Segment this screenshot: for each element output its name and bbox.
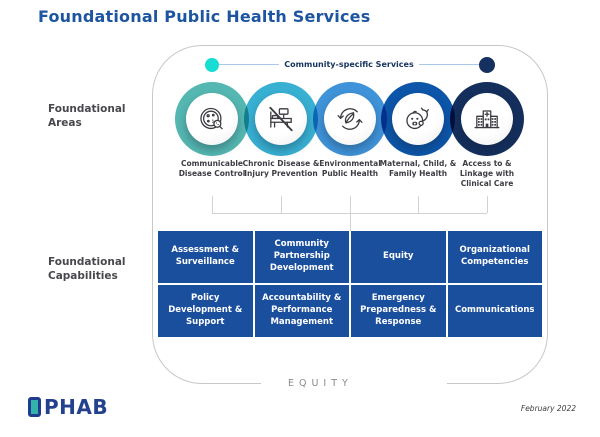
capability-organizational: Organizational Competencies bbox=[448, 231, 543, 283]
banner-line-right bbox=[419, 64, 479, 65]
capabilities-grid bbox=[158, 231, 542, 337]
icon-ball bbox=[324, 93, 376, 145]
icon-ball bbox=[461, 93, 513, 145]
icon-ball bbox=[186, 93, 238, 145]
connector-stub bbox=[487, 196, 488, 213]
no-hospital-bed-icon bbox=[266, 104, 296, 134]
capability-assessment: Assessment & Surveillance bbox=[158, 231, 253, 283]
hospital-icon bbox=[472, 104, 502, 134]
leaf-recycle-icon bbox=[335, 104, 365, 134]
foundational-capabilities-label: Foundational Capabilities bbox=[48, 256, 126, 283]
capability-community-partnership: Community Partnership Development bbox=[255, 231, 350, 283]
area-label-chronic: Chronic Disease & Injury Prevention bbox=[242, 159, 320, 178]
banner-label: Community-specific Services bbox=[284, 60, 414, 69]
area-circle-environmental bbox=[313, 82, 387, 156]
area-label-maternal: Maternal, Child, & Family Health bbox=[379, 159, 457, 178]
phab-logo-text: PHAB bbox=[44, 395, 109, 419]
connector-stub bbox=[418, 196, 419, 213]
services-board bbox=[152, 45, 548, 389]
capability-communications: Communications bbox=[448, 285, 543, 337]
petri-dish-icon bbox=[197, 104, 227, 134]
icon-ball bbox=[392, 93, 444, 145]
area-label-communicable: Communicable Disease Control bbox=[178, 159, 246, 178]
child-stethoscope-icon bbox=[403, 104, 433, 134]
area-circle-chronic-disease bbox=[244, 82, 318, 156]
connector-stub bbox=[350, 196, 351, 213]
connector-stub bbox=[281, 196, 282, 213]
connector-stub bbox=[212, 196, 213, 213]
capability-equity: Equity bbox=[351, 231, 446, 283]
banner-line-left bbox=[219, 64, 279, 65]
area-label-environmental: Environmental Public Health bbox=[319, 159, 381, 178]
connector-drop-line bbox=[350, 213, 351, 231]
area-circle-clinical-care bbox=[450, 82, 524, 156]
community-services-banner bbox=[205, 56, 495, 73]
area-circle-maternal-child bbox=[381, 82, 455, 156]
navy-dot-icon bbox=[479, 57, 495, 73]
phab-logo bbox=[28, 397, 108, 417]
area-circle-communicable-disease bbox=[175, 82, 249, 156]
date-label: February 2022 bbox=[520, 404, 576, 413]
capability-accountability: Accountability & Performance Management bbox=[255, 285, 350, 337]
page-title: Foundational Public Health Services bbox=[38, 7, 371, 26]
foundational-areas-label: Foundational Areas bbox=[48, 103, 126, 130]
capability-emergency: Emergency Preparedness & Response bbox=[351, 285, 446, 337]
capability-policy: Policy Development & Support bbox=[158, 285, 253, 337]
icon-ball bbox=[255, 93, 307, 145]
cyan-dot-icon bbox=[205, 58, 219, 72]
equity-label: EQUITY bbox=[284, 378, 357, 389]
area-label-access: Access to & Linkage with Clinical Care bbox=[459, 159, 515, 188]
phab-logo-icon bbox=[28, 397, 41, 417]
